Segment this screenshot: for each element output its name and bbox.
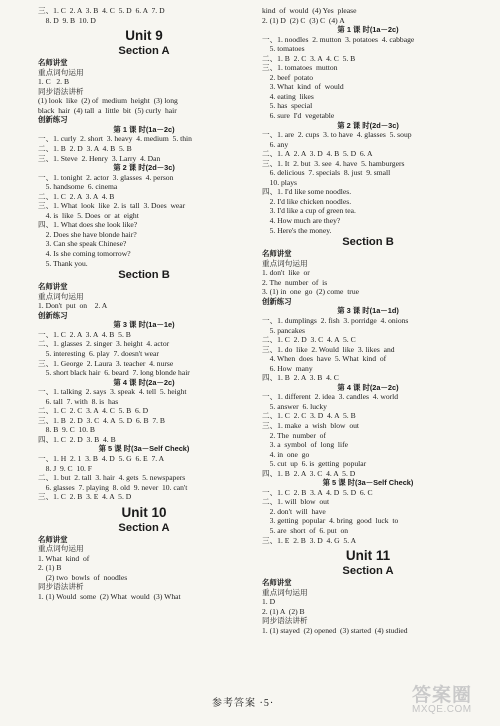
answer-line: 2. The number of is xyxy=(262,277,328,287)
answer-line: 四、1. What does she look like? xyxy=(38,220,138,230)
answer-line: 3. getting popular 4. bring good luck to xyxy=(262,516,399,526)
answer-line: 2. don't will have xyxy=(262,506,326,516)
lesson-heading: 第 4 课 时(2a－2c) xyxy=(337,382,399,392)
lesson-heading: 第 2 课 时(2d－3c) xyxy=(113,163,175,173)
answer-line: 同步语法讲析 xyxy=(262,616,308,626)
answer-line: 二、1. glasses 2. singer 3. height 4. actor xyxy=(38,339,170,349)
answer-line: 5. interesting 6. play 7. doesn't wear xyxy=(38,348,159,358)
answer-line: 6. any xyxy=(262,139,289,149)
answer-line: 4. eating likes xyxy=(262,91,314,101)
answer-line: 三、1. E 2. B 3. D 4. G 5. A xyxy=(262,535,357,545)
answer-line: 三、1. George 2. Laura 3. teacher 4. nurse xyxy=(38,358,174,368)
section-heading: 名师讲堂 xyxy=(38,282,68,292)
answer-line: 一、1. H 2. 1 3. B 4. D 5. G 6. E 7. A xyxy=(38,453,165,463)
answer-line: 三、1. C 2. A 3. B 4. C 5. D 6. A 7. D xyxy=(38,6,165,15)
answer-line: 5. has special xyxy=(262,101,313,111)
answer-line: 三、1. tomatoes mutton xyxy=(262,63,338,73)
answer-column-right xyxy=(262,6,474,635)
lesson-heading: 第 5 课 时(3a－Self Check) xyxy=(98,444,190,454)
lesson-heading: 第 4 课 时(2a－2c) xyxy=(113,377,175,387)
answer-line: 2. (1) D (2) C (3) C (4) A xyxy=(262,15,345,25)
answer-line: 重点词句运用 xyxy=(262,258,308,268)
answer-line: 1. C 2. B xyxy=(38,77,70,87)
answer-line: 一、1. dumplings 2. fish 3. porridge 4. onions xyxy=(262,315,409,325)
answer-line: 2. Does she have blonde hair? xyxy=(38,229,137,239)
section-heading: 名师讲堂 xyxy=(262,578,292,588)
answer-line: 1. don't like or xyxy=(262,268,310,278)
answer-line: 三、1. make a wish blow out xyxy=(262,420,360,430)
section-heading: 名师讲堂 xyxy=(38,58,68,68)
answer-line: 同步语法讲析 xyxy=(38,582,84,592)
answer-line: 3. I'd like a cup of green tea. xyxy=(262,206,356,216)
unit-title: Unit 11 xyxy=(345,548,391,564)
answer-line: 二、1. C 2. C 3. D 4. A 5. B xyxy=(262,411,356,421)
answer-line: 6. tall 7. with 8. is has xyxy=(38,396,119,406)
answer-line: 2. beef potato xyxy=(262,72,314,82)
answer-line: 三、1. Steve 2. Henry 3. Larry 4. Dan xyxy=(38,153,161,163)
answer-line: 8. D 9. B 10. D xyxy=(38,15,96,25)
answer-line: 一、1. C 2. A 3. A 4. B 5. B xyxy=(38,329,131,339)
answer-line: 5. are short of 6. put on xyxy=(262,525,349,535)
answer-column-left xyxy=(38,6,250,602)
unit-title: Unit 10 xyxy=(121,504,167,520)
answer-line: 重点词句运用 xyxy=(38,67,84,77)
lesson-heading: 第 5 课 时(3a－Self Check) xyxy=(322,478,414,488)
answer-line: 三、1. B 2. D 3. C 4. A 5. D 6. B 7. B xyxy=(38,415,165,425)
answer-line: 3. What kind of would xyxy=(262,82,344,92)
lesson-heading: 第 1 课 时(1a－2c) xyxy=(113,124,175,134)
answer-line: 重点词句运用 xyxy=(38,291,84,301)
answer-line: 1. Don't put on 2. A xyxy=(38,301,108,311)
watermark-logo xyxy=(412,680,490,720)
answer-line: 2. The number of xyxy=(262,430,326,440)
answer-line: 一、1. C 2. B 3. A 4. D 5. D 6. C xyxy=(262,487,373,497)
answer-line: 2. (1) B xyxy=(38,563,62,573)
lesson-heading: 第 3 课 时(1a－1d) xyxy=(337,306,399,316)
lesson-heading: 第 1 课 时(1a－2c) xyxy=(337,25,399,35)
answer-line: 二、1. B 2. C 3. A 4. C 5. B xyxy=(262,53,356,63)
answer-line: 5. Thank you. xyxy=(38,258,88,268)
answer-line: 四、1. B 2. A 3. B 4. C xyxy=(262,373,339,383)
answer-line: 一、1. different 2. idea 3. candles 4. world xyxy=(262,392,399,402)
answer-line: 6. How many xyxy=(262,363,313,373)
answer-line: (1) look like (2) of medium height (3) long xyxy=(38,96,178,106)
answer-line: 3. Can she speak Chinese? xyxy=(38,239,127,249)
unit-title: Unit 9 xyxy=(125,28,163,44)
answer-line: 一、1. are 2. cups 3. to have 4. glasses 5. soup xyxy=(262,130,412,140)
answer-line: 6. glasses 7. playing 8. old 9. never 10. can't xyxy=(38,482,188,492)
answer-line: 1. (1) Would some (2) What would (3) What xyxy=(38,591,181,601)
answer-line: 3. a symbol of long life xyxy=(262,440,349,450)
answer-line: 二、1. C 2. C 3. A 4. C 5. B 6. D xyxy=(38,406,149,416)
answer-line: 4. in one go xyxy=(262,449,310,459)
answer-line: 重点词句运用 xyxy=(262,587,308,597)
answer-line: 4. is like 5. Does or at eight xyxy=(38,210,139,220)
section-title: Section A xyxy=(118,521,170,534)
watermark-url: MXQE.COM xyxy=(412,704,472,715)
answer-line: (2) two bowls of noodles xyxy=(38,572,128,582)
answer-line: 1. (1) stayed (2) opened (3) started (4) studied xyxy=(262,625,408,635)
section-title: Section A xyxy=(118,45,170,58)
lesson-heading: 第 3 课 时(1a－1e) xyxy=(113,320,175,330)
answer-line: 8. J 9. C 10. F xyxy=(38,463,93,473)
lesson-heading: 第 2 课 时(2d－3c) xyxy=(337,120,399,130)
answer-line: 5. answer 6. lucky xyxy=(262,401,327,411)
section-title: Section B xyxy=(342,236,394,249)
section-heading: 创新练习 xyxy=(38,310,68,320)
answer-line: 4. How much are they? xyxy=(262,216,341,226)
answer-line: 三、1. It 2. but 3. see 4. have 5. hamburgers xyxy=(262,158,405,168)
answer-line: 5. short black hair 6. beard 7. long blonde hair xyxy=(38,368,190,378)
section-heading: 创新练习 xyxy=(38,115,68,125)
answer-line: 二、1. will blow out xyxy=(262,497,330,507)
section-title: Section B xyxy=(118,269,170,282)
answer-line: 6. sure I'd vegetable xyxy=(262,111,335,121)
answer-line: 8. B 9. C 10. B xyxy=(38,425,95,435)
answer-line: 4. Is she coming tomorrow? xyxy=(38,249,131,259)
section-heading: 名师讲堂 xyxy=(262,249,292,259)
answer-line: 4. When does have 5. What kind of xyxy=(262,354,387,364)
answer-line: 三、1. C 2. B 3. E 4. A 5. D xyxy=(38,492,132,502)
answer-line: 四、1. B 2. A 3. C 4. A 5. D xyxy=(262,468,356,478)
answer-line: 二、1. but 2. tall 3. hair 4. gets 5. newspapers xyxy=(38,473,186,483)
answer-line: 四、1. I'd like some noodles. xyxy=(262,187,352,197)
answer-line: 四、1. C 2. D 3. B 4. B xyxy=(38,434,116,444)
answer-line: 一、1. tonight 2. actor 3. glasses 4. person xyxy=(38,172,174,182)
answer-line: 5. pancakes xyxy=(262,325,306,335)
answer-line: 一、1. noodles 2. mutton 3. potatoes 4. cabbage xyxy=(262,34,415,44)
answer-line: 3. (1) in one go (2) come true xyxy=(262,287,360,297)
answer-line: 2. (1) A (2) B xyxy=(262,606,305,616)
answer-line: 二、1. B 2. D 3. A 4. B 5. B xyxy=(38,144,132,154)
answer-line: 二、1. C 2. A 3. A 4. B xyxy=(38,191,115,201)
section-title: Section A xyxy=(342,565,394,578)
answer-line: 1. What kind of xyxy=(38,553,90,563)
section-heading: 名师讲堂 xyxy=(38,534,68,544)
answer-line: 二、1. C 2. D 3. C 4. A 5. C xyxy=(262,335,356,345)
answer-line: 1. D xyxy=(262,597,276,607)
answer-line: 5. tomatoes xyxy=(262,44,305,54)
answer-line: 同步语法讲析 xyxy=(38,86,84,96)
answer-line: 二、1. A 2. A 3. D 4. B 5. D 6. A xyxy=(262,149,373,159)
section-heading: 创新练习 xyxy=(262,296,292,306)
answer-line: 三、1. What look like 2. is tall 3. Does wear xyxy=(38,201,186,211)
answer-line: 10. plays xyxy=(262,177,298,187)
answer-line: 三、1. do like 2. Would like 3. likes and xyxy=(262,344,395,354)
page-footer: 参考答案 ·5· xyxy=(212,698,275,709)
answer-line: kind of would (4) Yes please xyxy=(262,6,357,15)
answer-line: 5. handsome 6. cinema xyxy=(38,182,118,192)
answer-line: black hair (4) tall a little bit (5) curly hair xyxy=(38,105,177,115)
answer-line: 一、1. talking 2. says 3. speak 4. tell 5. height xyxy=(38,387,187,397)
watermark-title: 答案圈 xyxy=(412,685,473,706)
answer-line: 2. I'd like chicken noodles. xyxy=(262,196,352,206)
answer-line: 5. Here's the money. xyxy=(262,225,332,235)
answer-line: 5. cut up 6. is getting popular xyxy=(262,459,367,469)
answer-line: 一、1. curly 2. short 3. heavy 4. medium 5. thin xyxy=(38,134,192,144)
answer-line: 6. delicious 7. specials 8. just 9. small xyxy=(262,168,391,178)
answer-line: 重点词句运用 xyxy=(38,544,84,554)
